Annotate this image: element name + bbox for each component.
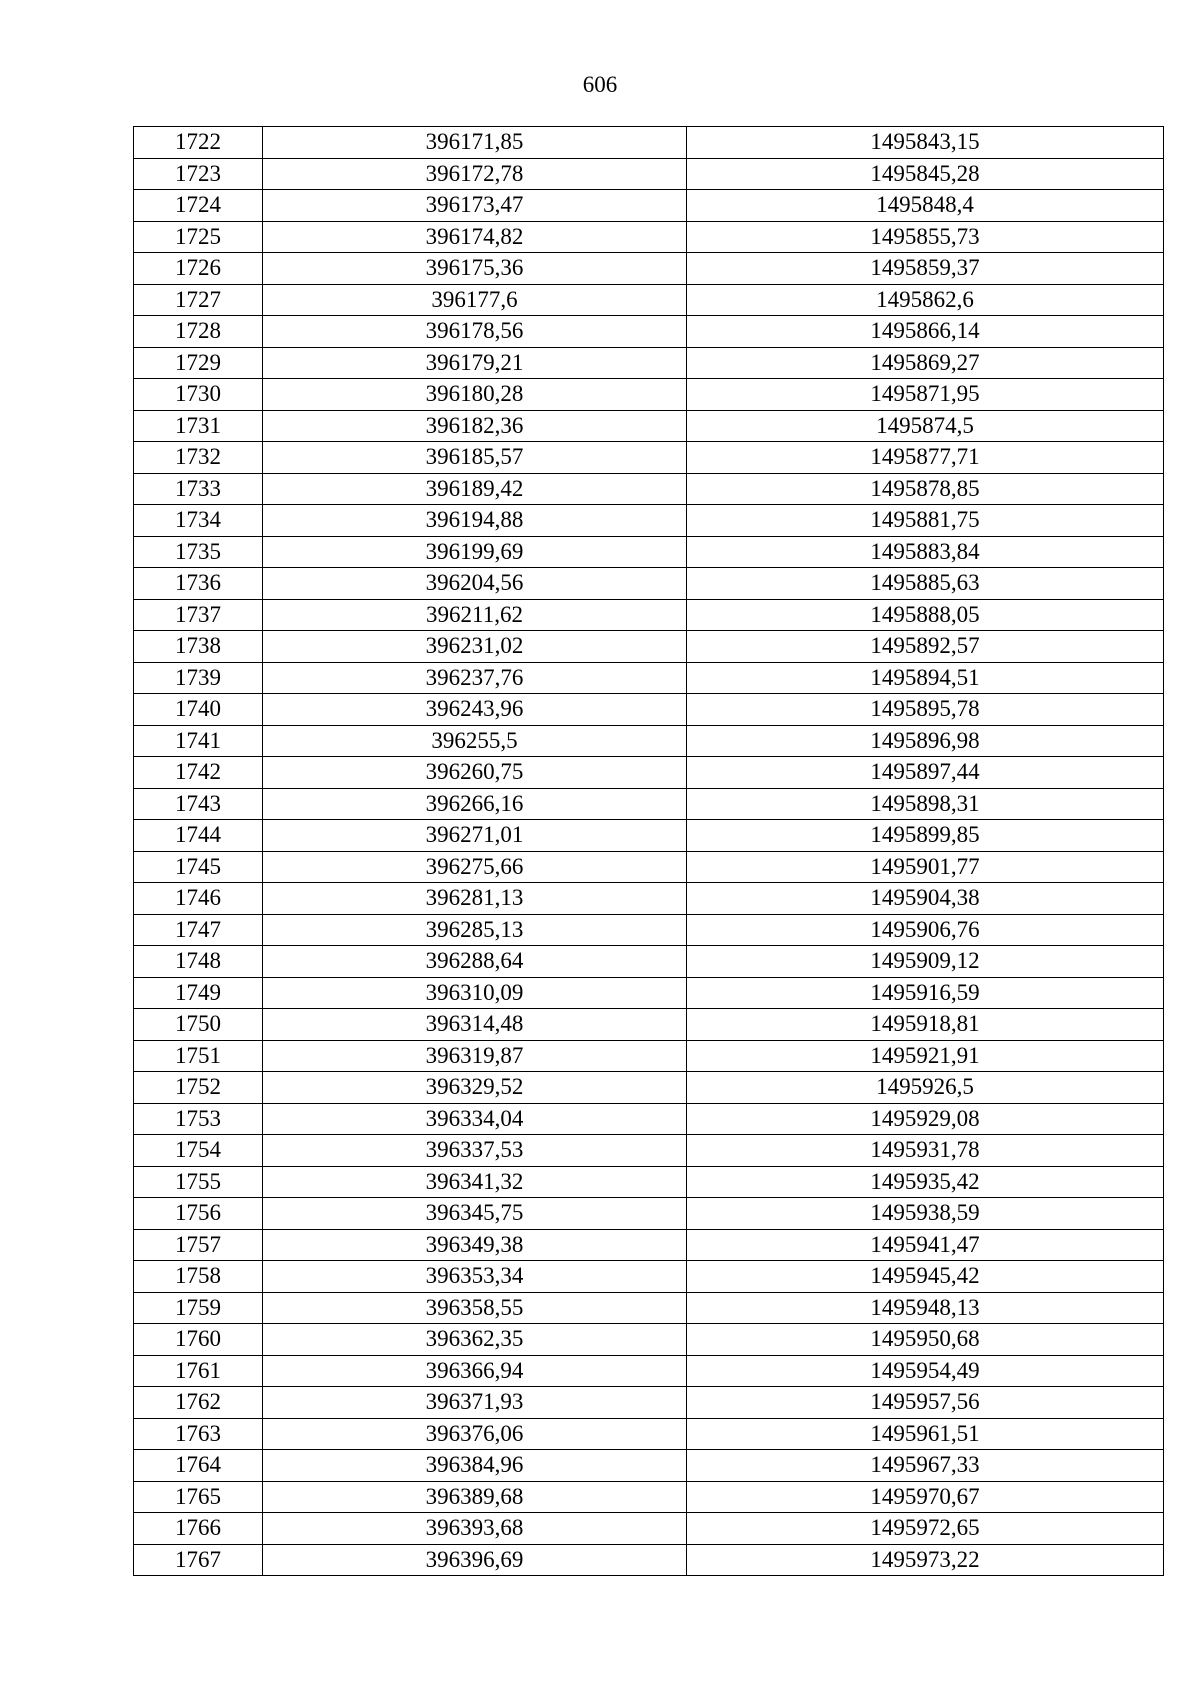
point-number-cell: 1758 xyxy=(134,1261,263,1293)
y-coordinate-cell: 1495945,42 xyxy=(687,1261,1164,1293)
y-coordinate-cell: 1495877,71 xyxy=(687,442,1164,474)
table-row xyxy=(134,1450,1164,1482)
y-coordinate-cell: 1495935,42 xyxy=(687,1166,1164,1198)
x-coordinate-cell: 396376,06 xyxy=(263,1418,687,1450)
x-coordinate-cell: 396319,87 xyxy=(263,1040,687,1072)
x-coordinate-cell: 396255,5 xyxy=(263,725,687,757)
x-coordinate-cell: 396288,64 xyxy=(263,946,687,978)
point-number-cell: 1738 xyxy=(134,631,263,663)
x-coordinate-cell: 396281,13 xyxy=(263,883,687,915)
point-number-cell: 1748 xyxy=(134,946,263,978)
x-coordinate-cell: 396362,35 xyxy=(263,1324,687,1356)
x-coordinate-cell: 396371,93 xyxy=(263,1387,687,1419)
table-body xyxy=(134,127,1164,1576)
point-number-cell: 1743 xyxy=(134,788,263,820)
point-number-cell: 1749 xyxy=(134,977,263,1009)
y-coordinate-cell: 1495874,5 xyxy=(687,410,1164,442)
point-number-cell: 1756 xyxy=(134,1198,263,1230)
x-coordinate-cell: 396389,68 xyxy=(263,1481,687,1513)
y-coordinate-cell: 1495897,44 xyxy=(687,757,1164,789)
y-coordinate-cell: 1495957,56 xyxy=(687,1387,1164,1419)
y-coordinate-cell: 1495843,15 xyxy=(687,127,1164,159)
point-number-cell: 1734 xyxy=(134,505,263,537)
y-coordinate-cell: 1495901,77 xyxy=(687,851,1164,883)
y-coordinate-cell: 1495906,76 xyxy=(687,914,1164,946)
point-number-cell: 1733 xyxy=(134,473,263,505)
table-row xyxy=(134,1355,1164,1387)
point-number-cell: 1740 xyxy=(134,694,263,726)
x-coordinate-cell: 396231,02 xyxy=(263,631,687,663)
table-row xyxy=(134,379,1164,411)
point-number-cell: 1727 xyxy=(134,284,263,316)
x-coordinate-cell: 396334,04 xyxy=(263,1103,687,1135)
point-number-cell: 1735 xyxy=(134,536,263,568)
table-row xyxy=(134,221,1164,253)
table-row xyxy=(134,883,1164,915)
point-number-cell: 1725 xyxy=(134,221,263,253)
y-coordinate-cell: 1495859,37 xyxy=(687,253,1164,285)
y-coordinate-cell: 1495871,95 xyxy=(687,379,1164,411)
y-coordinate-cell: 1495950,68 xyxy=(687,1324,1164,1356)
point-number-cell: 1742 xyxy=(134,757,263,789)
y-coordinate-cell: 1495938,59 xyxy=(687,1198,1164,1230)
x-coordinate-cell: 396171,85 xyxy=(263,127,687,159)
point-number-cell: 1767 xyxy=(134,1544,263,1576)
x-coordinate-cell: 396199,69 xyxy=(263,536,687,568)
x-coordinate-cell: 396189,42 xyxy=(263,473,687,505)
point-number-cell: 1750 xyxy=(134,1009,263,1041)
table-row xyxy=(134,1198,1164,1230)
y-coordinate-cell: 1495896,98 xyxy=(687,725,1164,757)
point-number-cell: 1730 xyxy=(134,379,263,411)
table-row xyxy=(134,442,1164,474)
table-row xyxy=(134,1072,1164,1104)
point-number-cell: 1744 xyxy=(134,820,263,852)
x-coordinate-cell: 396396,69 xyxy=(263,1544,687,1576)
table-row xyxy=(134,1103,1164,1135)
y-coordinate-cell: 1495931,78 xyxy=(687,1135,1164,1167)
y-coordinate-cell: 1495967,33 xyxy=(687,1450,1164,1482)
point-number-cell: 1747 xyxy=(134,914,263,946)
point-number-cell: 1741 xyxy=(134,725,263,757)
x-coordinate-cell: 396266,16 xyxy=(263,788,687,820)
table-row xyxy=(134,1229,1164,1261)
y-coordinate-cell: 1495866,14 xyxy=(687,316,1164,348)
y-coordinate-cell: 1495895,78 xyxy=(687,694,1164,726)
x-coordinate-cell: 396285,13 xyxy=(263,914,687,946)
table-row xyxy=(134,757,1164,789)
y-coordinate-cell: 1495941,47 xyxy=(687,1229,1164,1261)
y-coordinate-cell: 1495948,13 xyxy=(687,1292,1164,1324)
table-row xyxy=(134,1544,1164,1576)
table-row xyxy=(134,1418,1164,1450)
table-row xyxy=(134,473,1164,505)
x-coordinate-cell: 396345,75 xyxy=(263,1198,687,1230)
table-row xyxy=(134,410,1164,442)
table-row xyxy=(134,946,1164,978)
point-number-cell: 1763 xyxy=(134,1418,263,1450)
point-number-cell: 1761 xyxy=(134,1355,263,1387)
point-number-cell: 1728 xyxy=(134,316,263,348)
table-row xyxy=(134,347,1164,379)
point-number-cell: 1765 xyxy=(134,1481,263,1513)
x-coordinate-cell: 396175,36 xyxy=(263,253,687,285)
x-coordinate-cell: 396211,62 xyxy=(263,599,687,631)
y-coordinate-cell: 1495926,5 xyxy=(687,1072,1164,1104)
table-row xyxy=(134,1166,1164,1198)
point-number-cell: 1732 xyxy=(134,442,263,474)
x-coordinate-cell: 396237,76 xyxy=(263,662,687,694)
point-number-cell: 1759 xyxy=(134,1292,263,1324)
y-coordinate-cell: 1495898,31 xyxy=(687,788,1164,820)
x-coordinate-cell: 396178,56 xyxy=(263,316,687,348)
x-coordinate-cell: 396180,28 xyxy=(263,379,687,411)
point-number-cell: 1736 xyxy=(134,568,263,600)
point-number-cell: 1739 xyxy=(134,662,263,694)
table-row xyxy=(134,505,1164,537)
x-coordinate-cell: 396185,57 xyxy=(263,442,687,474)
y-coordinate-cell: 1495888,05 xyxy=(687,599,1164,631)
table-row xyxy=(134,631,1164,663)
table-row xyxy=(134,1387,1164,1419)
x-coordinate-cell: 396314,48 xyxy=(263,1009,687,1041)
point-number-cell: 1722 xyxy=(134,127,263,159)
y-coordinate-cell: 1495916,59 xyxy=(687,977,1164,1009)
table-row xyxy=(134,536,1164,568)
table-row xyxy=(134,127,1164,159)
table-row xyxy=(134,1261,1164,1293)
y-coordinate-cell: 1495848,4 xyxy=(687,190,1164,222)
x-coordinate-cell: 396177,6 xyxy=(263,284,687,316)
x-coordinate-cell: 396243,96 xyxy=(263,694,687,726)
table-row xyxy=(134,599,1164,631)
table-row xyxy=(134,788,1164,820)
x-coordinate-cell: 396337,53 xyxy=(263,1135,687,1167)
x-coordinate-cell: 396260,75 xyxy=(263,757,687,789)
point-number-cell: 1731 xyxy=(134,410,263,442)
point-number-cell: 1766 xyxy=(134,1513,263,1545)
x-coordinate-cell: 396172,78 xyxy=(263,158,687,190)
y-coordinate-cell: 1495909,12 xyxy=(687,946,1164,978)
table-row xyxy=(134,253,1164,285)
y-coordinate-cell: 1495899,85 xyxy=(687,820,1164,852)
table-row xyxy=(134,316,1164,348)
point-number-cell: 1755 xyxy=(134,1166,263,1198)
y-coordinate-cell: 1495954,49 xyxy=(687,1355,1164,1387)
y-coordinate-cell: 1495862,6 xyxy=(687,284,1164,316)
x-coordinate-cell: 396182,36 xyxy=(263,410,687,442)
y-coordinate-cell: 1495855,73 xyxy=(687,221,1164,253)
x-coordinate-cell: 396310,09 xyxy=(263,977,687,1009)
x-coordinate-cell: 396173,47 xyxy=(263,190,687,222)
x-coordinate-cell: 396275,66 xyxy=(263,851,687,883)
table-row xyxy=(134,977,1164,1009)
y-coordinate-cell: 1495972,65 xyxy=(687,1513,1164,1545)
table-row xyxy=(134,694,1164,726)
table-row xyxy=(134,1009,1164,1041)
point-number-cell: 1760 xyxy=(134,1324,263,1356)
x-coordinate-cell: 396384,96 xyxy=(263,1450,687,1482)
point-number-cell: 1753 xyxy=(134,1103,263,1135)
point-number-cell: 1757 xyxy=(134,1229,263,1261)
x-coordinate-cell: 396179,21 xyxy=(263,347,687,379)
x-coordinate-cell: 396358,55 xyxy=(263,1292,687,1324)
point-number-cell: 1745 xyxy=(134,851,263,883)
table-row xyxy=(134,1040,1164,1072)
point-number-cell: 1724 xyxy=(134,190,263,222)
x-coordinate-cell: 396204,56 xyxy=(263,568,687,600)
y-coordinate-cell: 1495904,38 xyxy=(687,883,1164,915)
y-coordinate-cell: 1495918,81 xyxy=(687,1009,1164,1041)
table-row xyxy=(134,1513,1164,1545)
y-coordinate-cell: 1495881,75 xyxy=(687,505,1164,537)
table-row xyxy=(134,284,1164,316)
point-number-cell: 1751 xyxy=(134,1040,263,1072)
x-coordinate-cell: 396393,68 xyxy=(263,1513,687,1545)
table-row xyxy=(134,914,1164,946)
y-coordinate-cell: 1495845,28 xyxy=(687,158,1164,190)
point-number-cell: 1726 xyxy=(134,253,263,285)
point-number-cell: 1746 xyxy=(134,883,263,915)
y-coordinate-cell: 1495894,51 xyxy=(687,662,1164,694)
y-coordinate-cell: 1495970,67 xyxy=(687,1481,1164,1513)
point-number-cell: 1737 xyxy=(134,599,263,631)
y-coordinate-cell: 1495885,63 xyxy=(687,568,1164,600)
x-coordinate-cell: 396329,52 xyxy=(263,1072,687,1104)
point-number-cell: 1762 xyxy=(134,1387,263,1419)
x-coordinate-cell: 396341,32 xyxy=(263,1166,687,1198)
table-row xyxy=(134,1135,1164,1167)
table-row xyxy=(134,190,1164,222)
x-coordinate-cell: 396174,82 xyxy=(263,221,687,253)
table-row xyxy=(134,662,1164,694)
table-row xyxy=(134,1324,1164,1356)
x-coordinate-cell: 396349,38 xyxy=(263,1229,687,1261)
point-number-cell: 1752 xyxy=(134,1072,263,1104)
y-coordinate-cell: 1495883,84 xyxy=(687,536,1164,568)
y-coordinate-cell: 1495869,27 xyxy=(687,347,1164,379)
table-row xyxy=(134,568,1164,600)
x-coordinate-cell: 396366,94 xyxy=(263,1355,687,1387)
x-coordinate-cell: 396194,88 xyxy=(263,505,687,537)
y-coordinate-cell: 1495973,22 xyxy=(687,1544,1164,1576)
y-coordinate-cell: 1495921,91 xyxy=(687,1040,1164,1072)
table-row xyxy=(134,158,1164,190)
point-number-cell: 1764 xyxy=(134,1450,263,1482)
x-coordinate-cell: 396271,01 xyxy=(263,820,687,852)
point-number-cell: 1754 xyxy=(134,1135,263,1167)
y-coordinate-cell: 1495892,57 xyxy=(687,631,1164,663)
y-coordinate-cell: 1495878,85 xyxy=(687,473,1164,505)
table-row xyxy=(134,1292,1164,1324)
page-number: 606 xyxy=(582,72,618,97)
y-coordinate-cell: 1495961,51 xyxy=(687,1418,1164,1450)
table-row xyxy=(134,820,1164,852)
y-coordinate-cell: 1495929,08 xyxy=(687,1103,1164,1135)
table-row xyxy=(134,1481,1164,1513)
coordinates-table xyxy=(133,126,1164,1576)
table-row xyxy=(134,851,1164,883)
point-number-cell: 1729 xyxy=(134,347,263,379)
point-number-cell: 1723 xyxy=(134,158,263,190)
table-row xyxy=(134,725,1164,757)
x-coordinate-cell: 396353,34 xyxy=(263,1261,687,1293)
